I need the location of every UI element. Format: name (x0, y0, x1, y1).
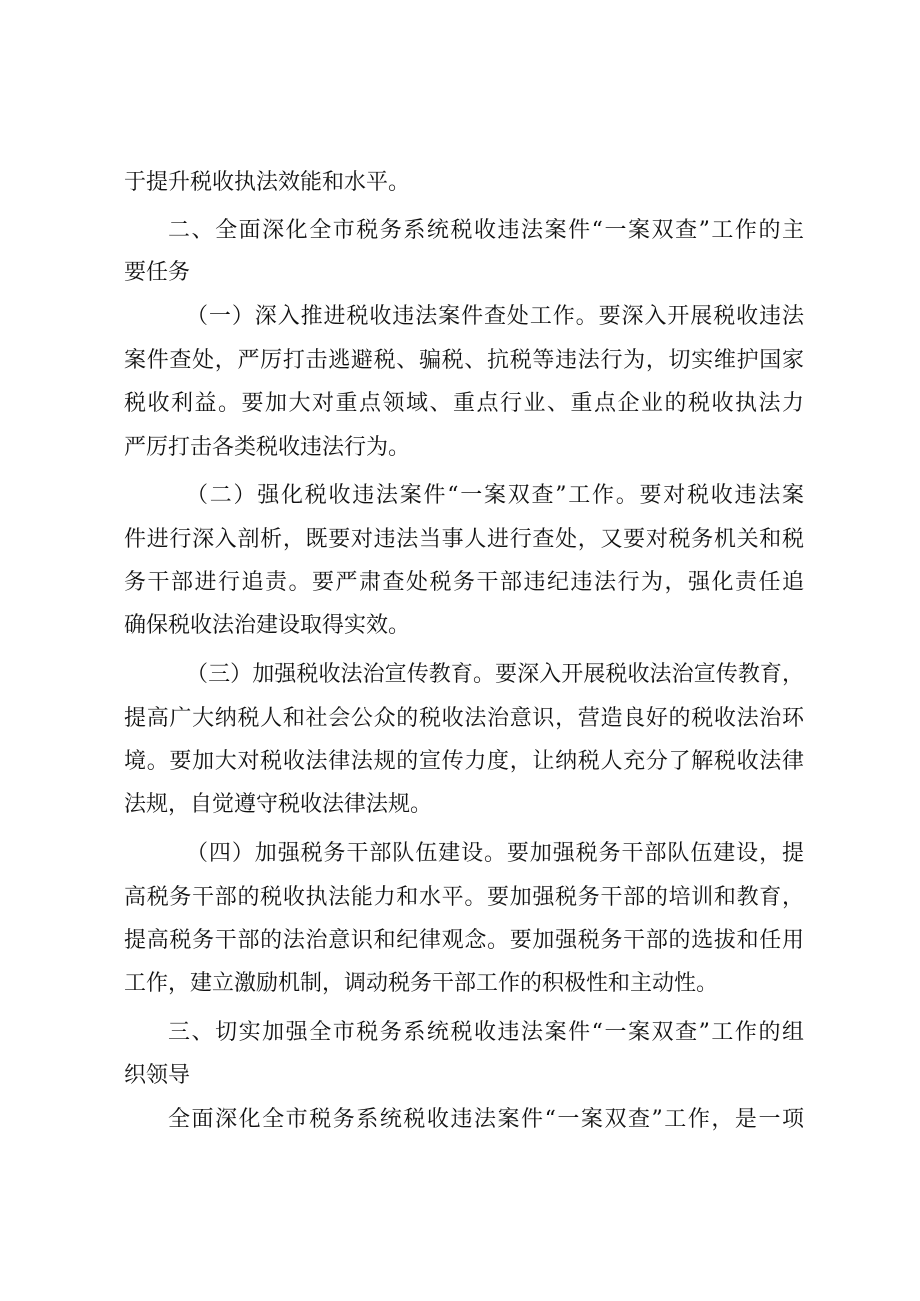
paragraph-line: 确保税收法治建设取得实效。 (124, 613, 411, 638)
paragraph-line: 境。要加大对税收法律法规的宣传力度，让纳税人充分了解税收法律 (124, 749, 804, 774)
paragraph-line: 税收利益。要加大对重点领域、重点行业、重点企业的税收执法力 (124, 391, 804, 416)
section-heading-3: 三、切实加强全市税务系统税收违法案件“一案双查”工作的组 (168, 1020, 804, 1045)
text-line: 于提升税收执法效能和水平。 (124, 170, 411, 195)
paragraph-line: 全面深化全市税务系统税收违法案件“一案双查”工作，是一项 (168, 1107, 804, 1132)
paragraph-line: （三）加强税收法治宣传教育。要深入开展税收法治宣传教育， (186, 662, 804, 687)
paragraph-line: （一）深入推进税收违法案件查处工作。要深入开展税收违法 (186, 304, 804, 329)
paragraph-line: 工作，建立激励机制，调动税务干部工作的积极性和主动性。 (124, 971, 719, 996)
paragraph-line: 件进行深入剖析，既要对违法当事人进行查处，又要对税务机关和税 (124, 527, 804, 552)
section-heading-2-cont: 要任务 (124, 260, 191, 285)
paragraph-line: 案件查处，严厉打击逃避税、骗税、抗税等违法行为，切实维护国家 (124, 348, 804, 373)
paragraph-line: 提高税务干部的法治意识和纪律观念。要加强税务干部的选拔和任用 (124, 928, 804, 953)
paragraph-line: 高税务干部的税收执法能力和水平。要加强税务干部的培训和教育， (124, 885, 804, 910)
paragraph-line: （二）强化税收违法案件“一案双查”工作。要对税收违法案 (186, 483, 804, 508)
paragraph-line: 法规，自觉遵守税收法律法规。 (124, 792, 433, 817)
paragraph-line: （四）加强税务干部队伍建设。要加强税务干部队伍建设，提 (186, 841, 804, 866)
paragraph-line: 务干部进行追责。要严肃查处税务干部违纪违法行为，强化责任追 (124, 570, 804, 595)
paragraph-line: 提高广大纳税人和社会公众的税收法治意识，营造良好的税收法治环 (124, 706, 804, 731)
paragraph-line: 严厉打击各类税收违法行为。 (124, 435, 411, 460)
section-heading-2: 二、全面深化全市税务系统税收违法案件“一案双查”工作的主 (168, 218, 804, 243)
section-heading-3-cont: 织领导 (124, 1063, 191, 1088)
